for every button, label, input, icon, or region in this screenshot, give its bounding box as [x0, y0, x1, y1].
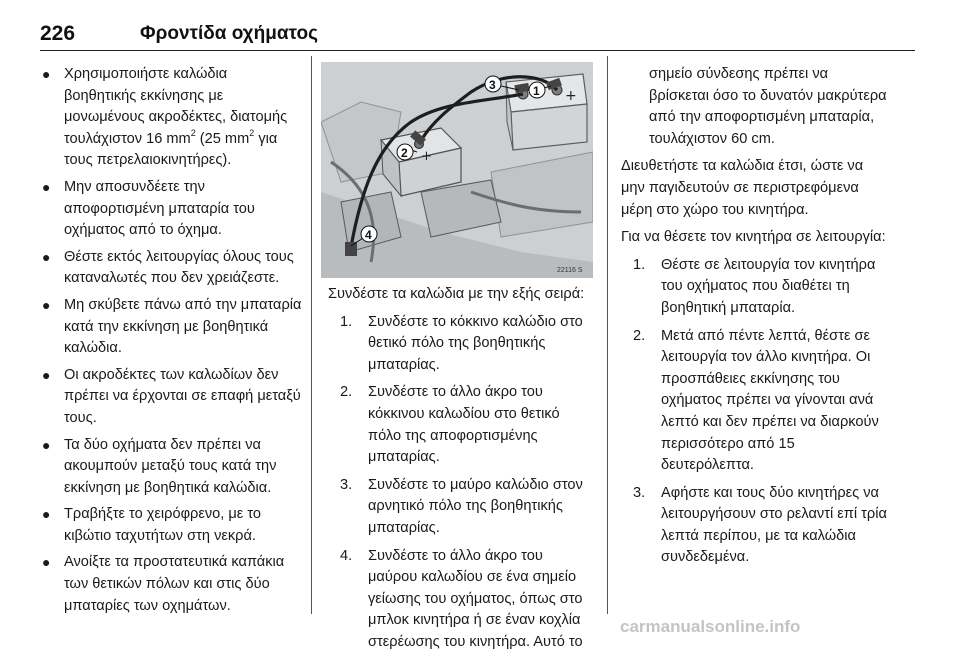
watermark-credit: carmanualsonline.info: [620, 617, 801, 636]
column-divider-1: [311, 56, 312, 614]
callout-1: [529, 82, 545, 98]
column-divider-2: [607, 56, 608, 614]
bullet-item: ● Τραβήξτε το χειρόφρενο, με το κιβώτιο ταχυτήτων στη νεκρά.: [42, 506, 262, 544]
column-3: [621, 64, 889, 575]
svg-text:+: +: [565, 88, 577, 104]
bullet-icon: ●: [42, 178, 51, 195]
step-item: 3. Συνδέστε το μαύρο καλώδιο στον αρνητικό πόλο της βοηθητικής μπαταρίας.: [340, 476, 583, 536]
start-steps: [621, 255, 889, 569]
step-item: 1. Θέστε σε λειτουργία τον κινητήρα του οχήματος που διαθέτει τη βοηθητική μπαταρία.: [633, 256, 876, 316]
bullet-item: ● Μην αποσυνδέετε την αποφορτισμένη μπαταρία του οχήματος από το όχημα.: [42, 178, 255, 239]
paragraph: Για να θέσετε τον κινητήρα σε λειτουργία:: [621, 229, 886, 246]
svg-text:3: 3: [489, 78, 496, 92]
bullet-item: ● Ανοίξτε τα προστατευτικά καπάκια των θετικών πόλων και στις δύο μπαταρίες των οχημάτων.: [42, 554, 285, 614]
step-item: 2. Συνδέστε το άλλο άκρο του κόκκινου καλωδίου στο θετικό πόλο της αποφορτισμένης μπαταρίας.: [340, 384, 560, 466]
figure-code: 22116 S: [557, 267, 583, 274]
bullet-icon: ●: [42, 296, 51, 313]
step-item: 2. Μετά από πέντε λεπτά, θέστε σε λειτουργία τον άλλο κινητήρα. Οι προσπάθειες εκκίνησης του οχήματος πρέπει να γίνονται ανά λεπτό και δεν πρέπει να διαρκούν περισσότερο από 15 δευτερόλεπτα.: [633, 327, 879, 474]
bullet-icon: ●: [42, 506, 51, 523]
step-continuation: σημείο σύνδεσης πρέπει να βρίσκεται όσο το δυνατόν μακρύτερα από την αποφορτισμένη μπαταρία, τουλάχιστον 60 cm.: [649, 66, 887, 147]
page-number: 226: [40, 22, 76, 45]
bullet-item: ● Χρησιμοποιήστε καλώδια βοηθητικής εκκίνησης με μονωμένους ακροδέκτες, διατομής τουλάχιστον 16 $mm^2$ (25 $mm^2$ για τους πετρελαιοκινητήρες).: [42, 66, 288, 169]
bullet-icon: ●: [42, 66, 51, 82]
step-item: 4. Συνδέστε το άλλο άκρο του μαύρου καλωδίου σε ένα σημείο γείωσης του οχήματος, όπως στο μπλοκ κινητήρα ή σε έναν κοχλία στερέωσης του κινητήρα. Αυτό το: [340, 547, 583, 650]
engine-bay-drawing: [321, 62, 593, 278]
callout-4: [361, 226, 377, 242]
header-rule: [40, 50, 915, 51]
step-item: 1. Συνδέστε το κόκκινο καλώδιο στο θετικό πόλο της βοηθητικής μπαταρίας.: [340, 313, 583, 373]
callout-2: [397, 144, 413, 160]
bullet-icon: ●: [42, 366, 51, 383]
bullet-item: ● Οι ακροδέκτες των καλωδίων δεν πρέπει να έρχονται σε επαφή μεταξύ τους.: [42, 366, 301, 426]
column-1: [40, 64, 302, 622]
svg-text:4: 4: [365, 228, 372, 242]
svg-text:2: 2: [401, 146, 408, 160]
callout-3: [485, 76, 501, 92]
svg-text:+: +: [421, 149, 432, 164]
jump-start-illustration: [321, 62, 593, 278]
bullet-item: ● Τα δύο οχήματα δεν πρέπει να ακουμπούν μεταξύ τους κατά την εκκίνηση με βοηθητικά καλώδια.: [42, 436, 277, 496]
bullet-icon: ●: [42, 554, 51, 571]
page-header: [40, 22, 915, 52]
bullet-icon: ●: [42, 436, 51, 453]
paragraph: Διευθετήστε τα καλώδια έτσι, ώστε να μην παγιδευτούν σε περιστρεφόμενα μέρη στο χώρο του κινητήρα.: [621, 158, 864, 218]
chapter-title: Φροντίδα οχήματος: [140, 23, 318, 44]
column-2: [328, 284, 596, 660]
svg-text:1: 1: [533, 84, 540, 98]
bullet-item: ● Θέστε εκτός λειτουργίας όλους τους καταναλωτές που δεν χρειάζεστε.: [42, 248, 294, 287]
step-item: 3. Αφήστε και τους δύο κινητήρες να λειτουργήσουν στο ρελαντί επί τρία λεπτά περίπου, με τα καλώδια συνδεδεμένα.: [633, 484, 887, 566]
bullet-icon: ●: [42, 248, 51, 265]
bullet-item: ● Μη σκύβετε πάνω από την μπαταρία κατά την εκκίνηση με βοηθητικά καλώδια.: [42, 296, 302, 357]
steps-intro: Συνδέστε τα καλώδια με την εξής σειρά:: [328, 286, 585, 302]
connection-steps: [328, 312, 596, 654]
